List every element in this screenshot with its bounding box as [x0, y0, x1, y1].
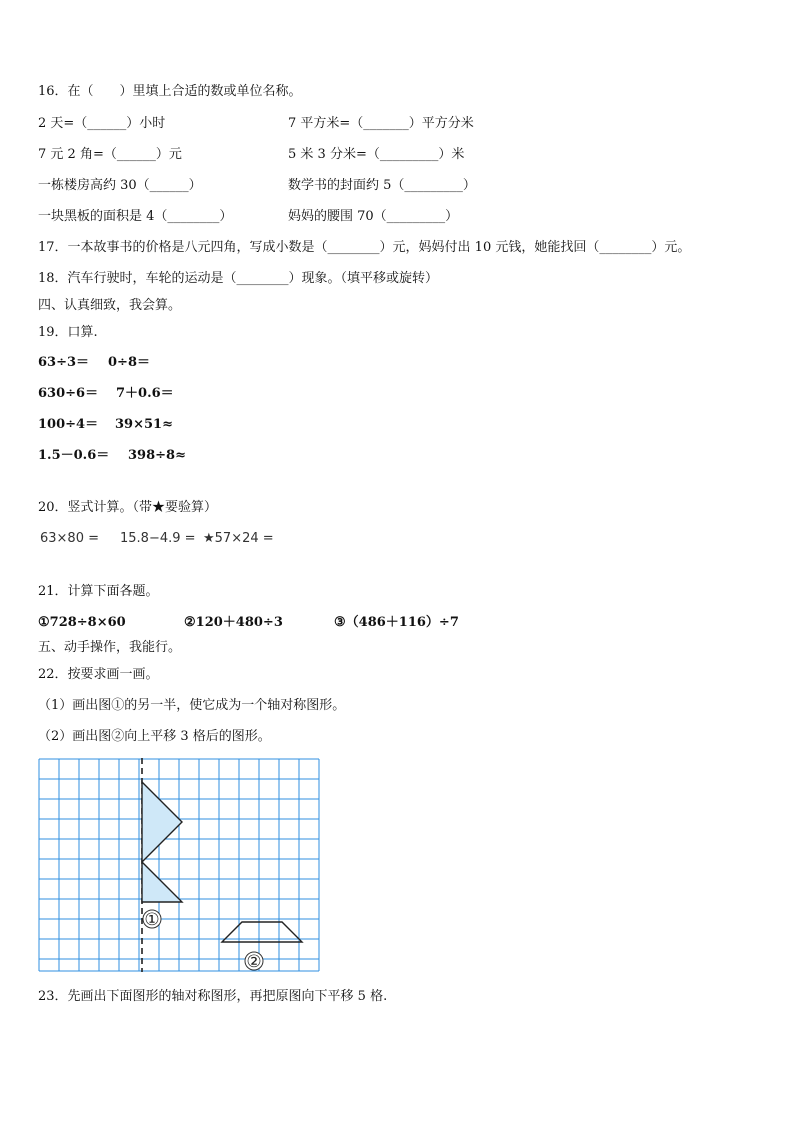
- shape-1: [142, 782, 182, 902]
- q22-sub2: （2）画出图②向上平移 3 格后的图形。: [38, 729, 271, 744]
- q19-item: 398÷8≈: [128, 448, 186, 463]
- section5-title: 五、动手操作，我能行。: [38, 640, 182, 655]
- q22-sub1: （1）画出图①的另一半，使它成为一个轴对称图形。: [38, 698, 346, 713]
- q16-item: 7 平方米=（_______）平方分米: [288, 116, 474, 131]
- q19-item: 1.5－0.6＝: [38, 448, 110, 463]
- q16-item: 一块黑板的面积是 4（________）: [38, 209, 233, 224]
- q16-item: 数学书的封面约 5（_________）: [288, 178, 476, 193]
- q19-item: 39×51≈: [115, 417, 173, 432]
- q19-title: 19．口算.: [38, 325, 98, 340]
- q19-item: 630÷6＝: [38, 386, 99, 401]
- q20-item: ★57×24 =: [203, 531, 274, 546]
- q22-grid-figure: [38, 758, 330, 974]
- shape-1-label: ①: [144, 910, 160, 930]
- q17-text: 17．一本故事书的价格是八元四角，写成小数是（________）元，妈妈付出 10 元钱，她能找回（________）元。: [38, 240, 691, 255]
- q19-item: 100÷4＝: [38, 417, 99, 432]
- q23-text: 23．先画出下面图形的轴对称图形，再把原图向下平移 5 格.: [38, 989, 388, 1004]
- q16-item: 7 元 2 角=（______）元: [38, 147, 182, 162]
- q22-title: 22．按要求画一画。: [38, 667, 159, 682]
- q21-item: ②120＋480÷3: [184, 615, 283, 630]
- q16-title: 16．在（ ）里填上合适的数或单位名称。: [38, 84, 302, 99]
- grid-lines: [39, 759, 319, 971]
- q19-item: 63÷3＝: [38, 355, 90, 370]
- shape-2-label: ②: [246, 952, 262, 972]
- q16-item: 一栋楼房高约 30（______）: [38, 178, 202, 193]
- q20-item: 63×80 =: [40, 531, 100, 546]
- q19-item: 0÷8＝: [108, 355, 150, 370]
- q20-item: 15.8−4.9 =: [120, 531, 196, 546]
- q16-item: 2 天=（______）小时: [38, 116, 166, 131]
- section4-title: 四、认真细致，我会算。: [38, 298, 182, 313]
- q21-item: ③（486＋116）÷7: [334, 615, 459, 630]
- q16-item: 5 米 3 分米=（_________）米: [288, 147, 465, 162]
- q16-item: 妈妈的腰围 70（_________）: [288, 209, 459, 224]
- q21-title: 21．计算下面各题。: [38, 584, 159, 599]
- q20-title: 20．竖式计算。（带★要验算）: [38, 500, 218, 515]
- q18-text: 18．汽车行驶时，车轮的运动是（________）现象。（填平移或旋转）: [38, 271, 439, 286]
- q19-item: 7＋0.6＝: [116, 386, 174, 401]
- q21-item: ①728÷8×60: [38, 615, 126, 630]
